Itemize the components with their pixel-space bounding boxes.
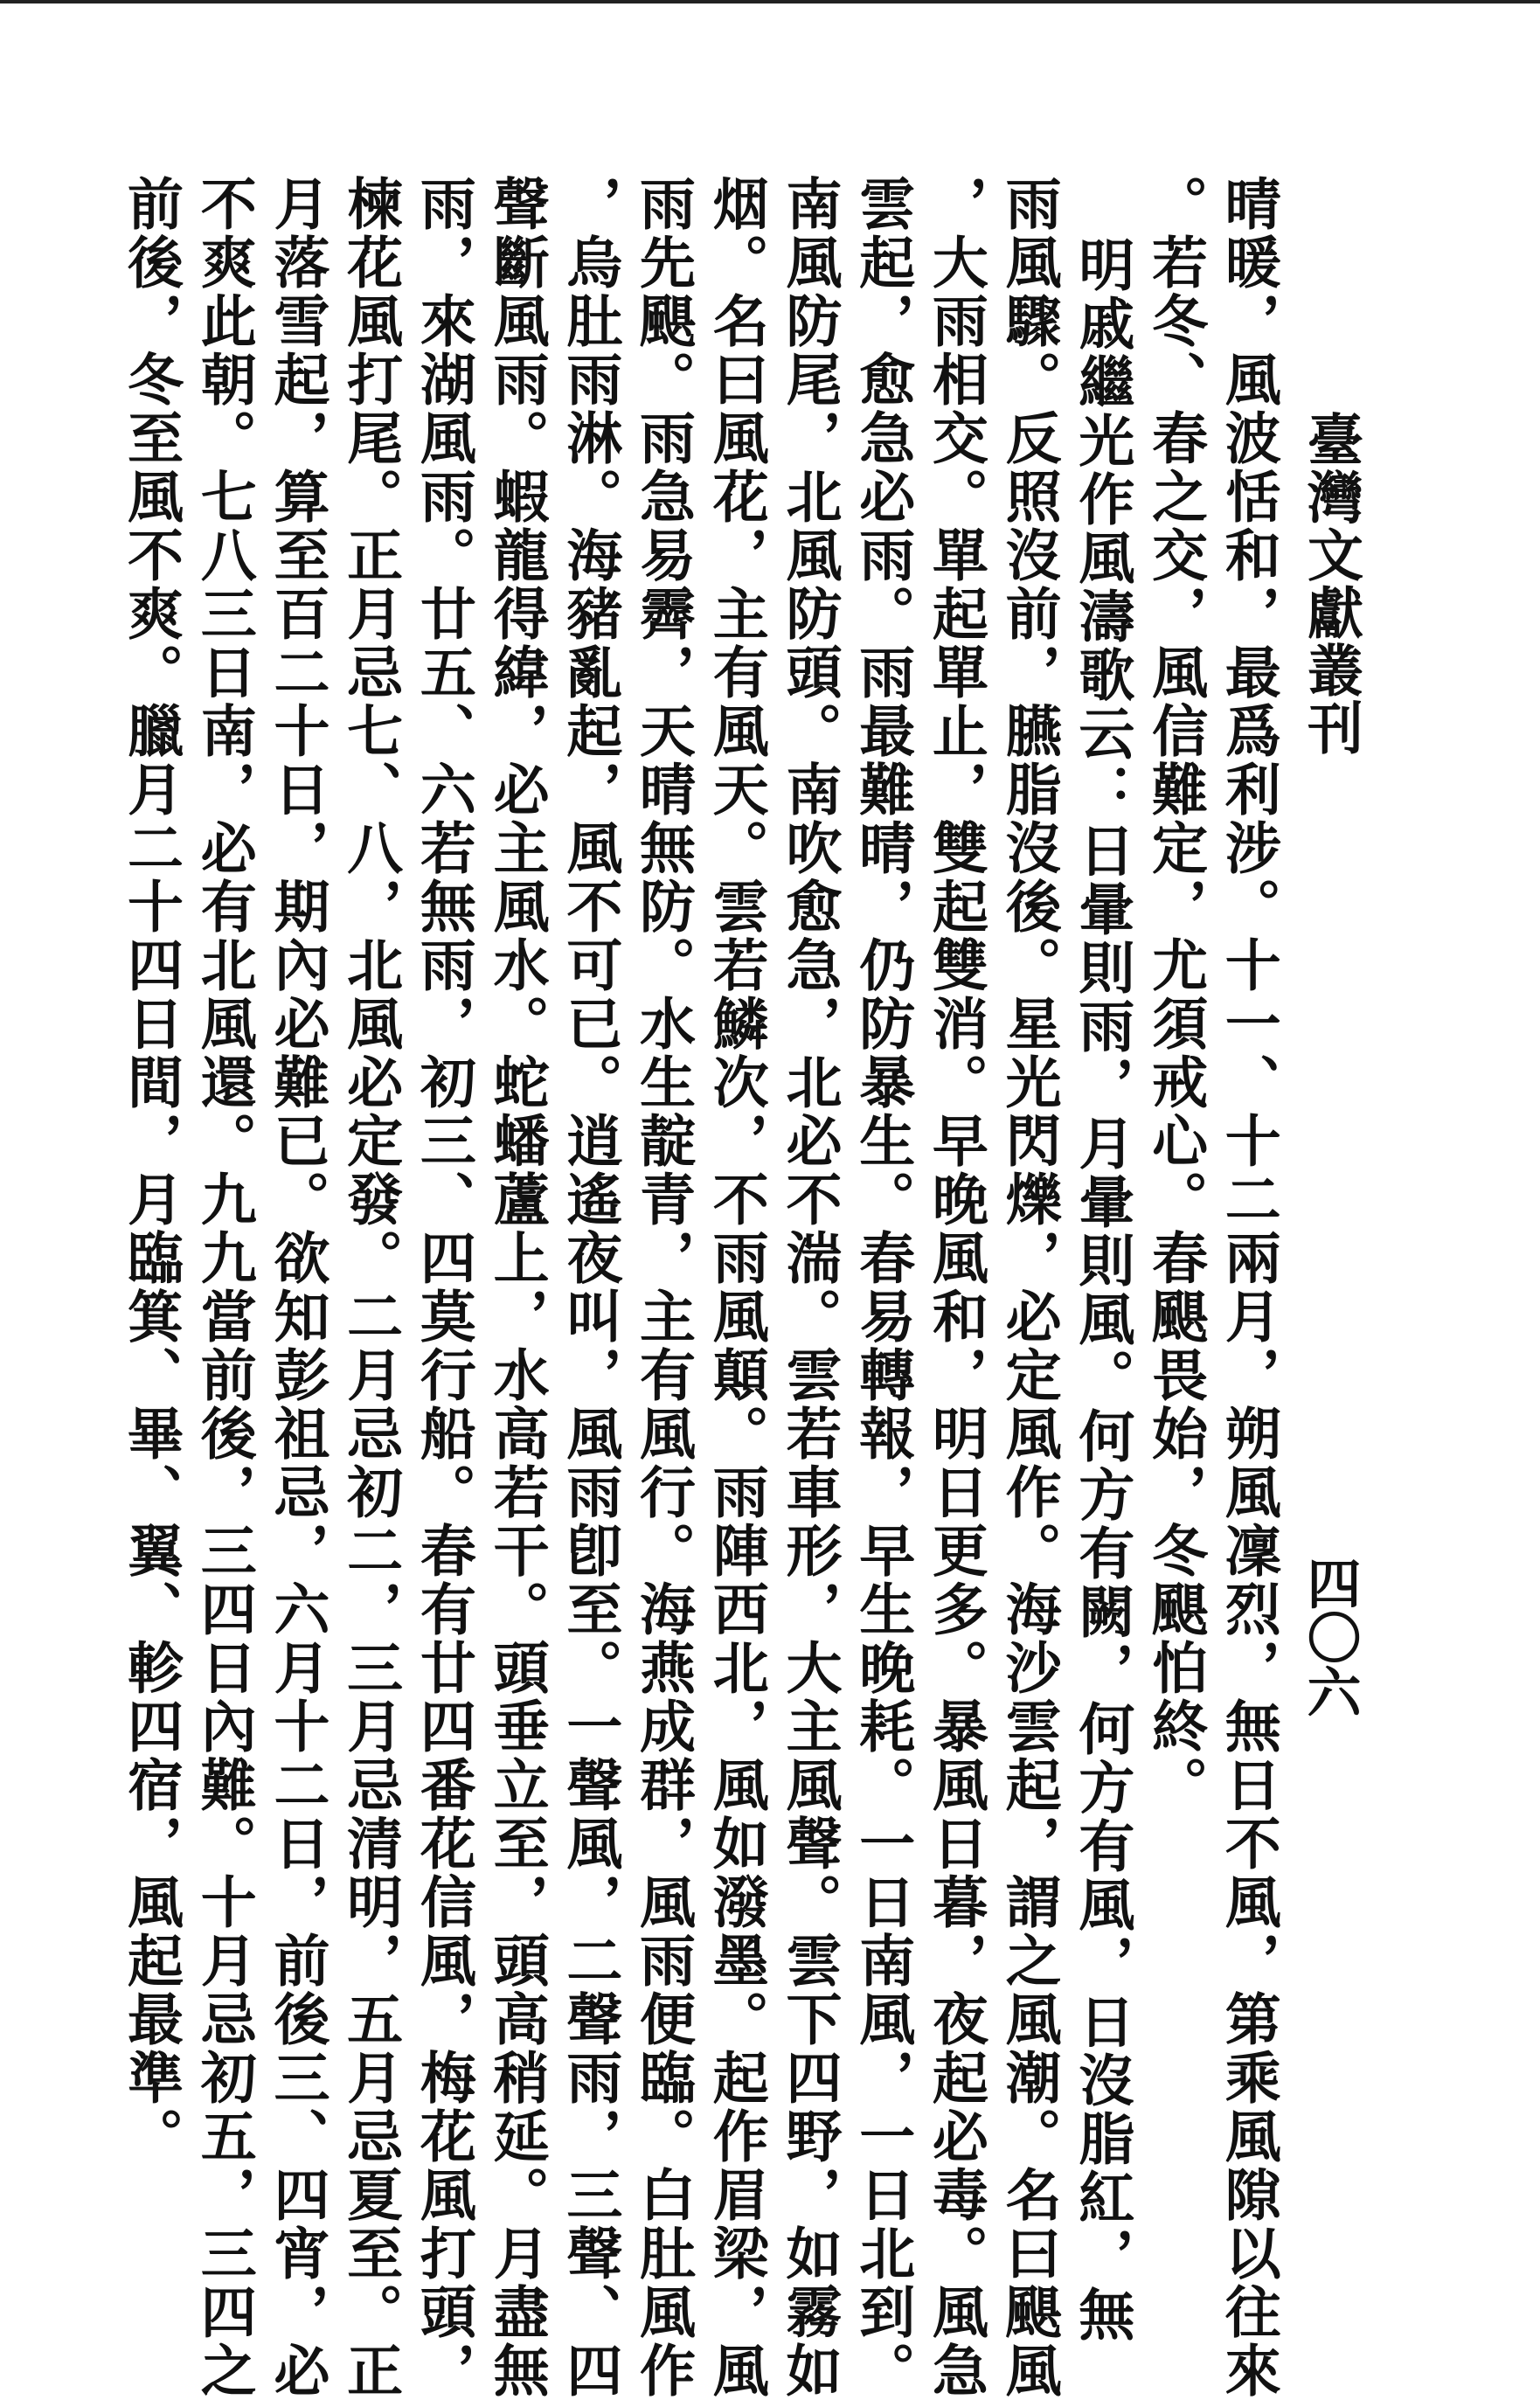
top-border-rule — [0, 0, 1540, 3]
text-column: 前後，冬至風不爽。臘月二十四日間，月臨箕、畢、翼、軫四宿，風起最準。 — [118, 175, 184, 2166]
text-column: 楝花風打尾。正月忌七、八，北風必定發。二月忌初二，三月忌清明，五月忌夏至。正 — [337, 175, 404, 2400]
text-column: 烟。名曰風花，主有風天。雲若鱗次，不雨風顛。雨陣西北，風如潑墨。起作眉梁，風 — [703, 175, 769, 2400]
text-column: ，大雨相交。單起單止，雙起雙消。早晚風和，明日更多。暴風日暮，夜起必毒。風急 — [922, 175, 989, 2400]
text-column: 月落雪起，算至百二十日，期內必難已。欲知彭祖忌，六月十二日，前後三、四宵，必 — [264, 175, 330, 2400]
text-column: 南風防尾，北風防頭。南吹愈急，北必不湍。雲若車形，大主風聲。雲下四野，如霧如 — [776, 175, 843, 2400]
text-column: 雨風驟。反照沒前，臙脂沒後。星光閃爍，必定風作。海沙雲起，謂之風潮。名曰颶風 — [995, 175, 1062, 2400]
page-number: 四〇六 — [1298, 1556, 1362, 1718]
text-column: 。若冬、春之交，風信難定，尤須戒心。春颶畏始，冬颶怕終。 — [1142, 175, 1209, 1814]
text-column: 雲起，愈急必雨。雨最難晴，仍防暴生。春易轉報，早生晚耗。一日南風，一日北到。 — [850, 175, 916, 2400]
text-column: 不爽此朝。七八三日南，必有北風還。九九當前後，三四日內難。十月忌初五，三四之 — [191, 175, 257, 2400]
running-title: 臺灣文獻叢刊 — [1298, 411, 1363, 757]
text-column: 聲斷風雨。蝦龍得緯，必主風水。蛇蟠蘆上，水高若干。頭垂立至，頭高稍延。月盡無 — [483, 175, 550, 2400]
text-column: 晴暖，風波恬和，最爲利涉。十一、十二兩月，朔風凜烈，無日不風，第乘風隙以往來 — [1215, 175, 1281, 2400]
body-text — [118, 175, 1281, 2400]
text-column-paragraph-start: 明戚繼光作風濤歌云：日暈則雨，月暈則風。何方有闕，何方有風，日沒脂紅，無 — [1069, 236, 1135, 2344]
text-column: ，烏肚雨淋。海豬亂起，風不可已。逍遙夜叫，風雨卽至。一聲風，二聲雨，三聲、四 — [557, 175, 623, 2400]
text-column: 雨先颶。雨急易霽，天晴無防。水生靛青，主有風行。海燕成群，風雨便臨。白肚風作 — [630, 175, 697, 2400]
text-column: 雨，來湖風雨。廿五、六若無雨，初三、四莫行船。春有廿四番花信風，梅花風打頭， — [410, 175, 476, 2400]
